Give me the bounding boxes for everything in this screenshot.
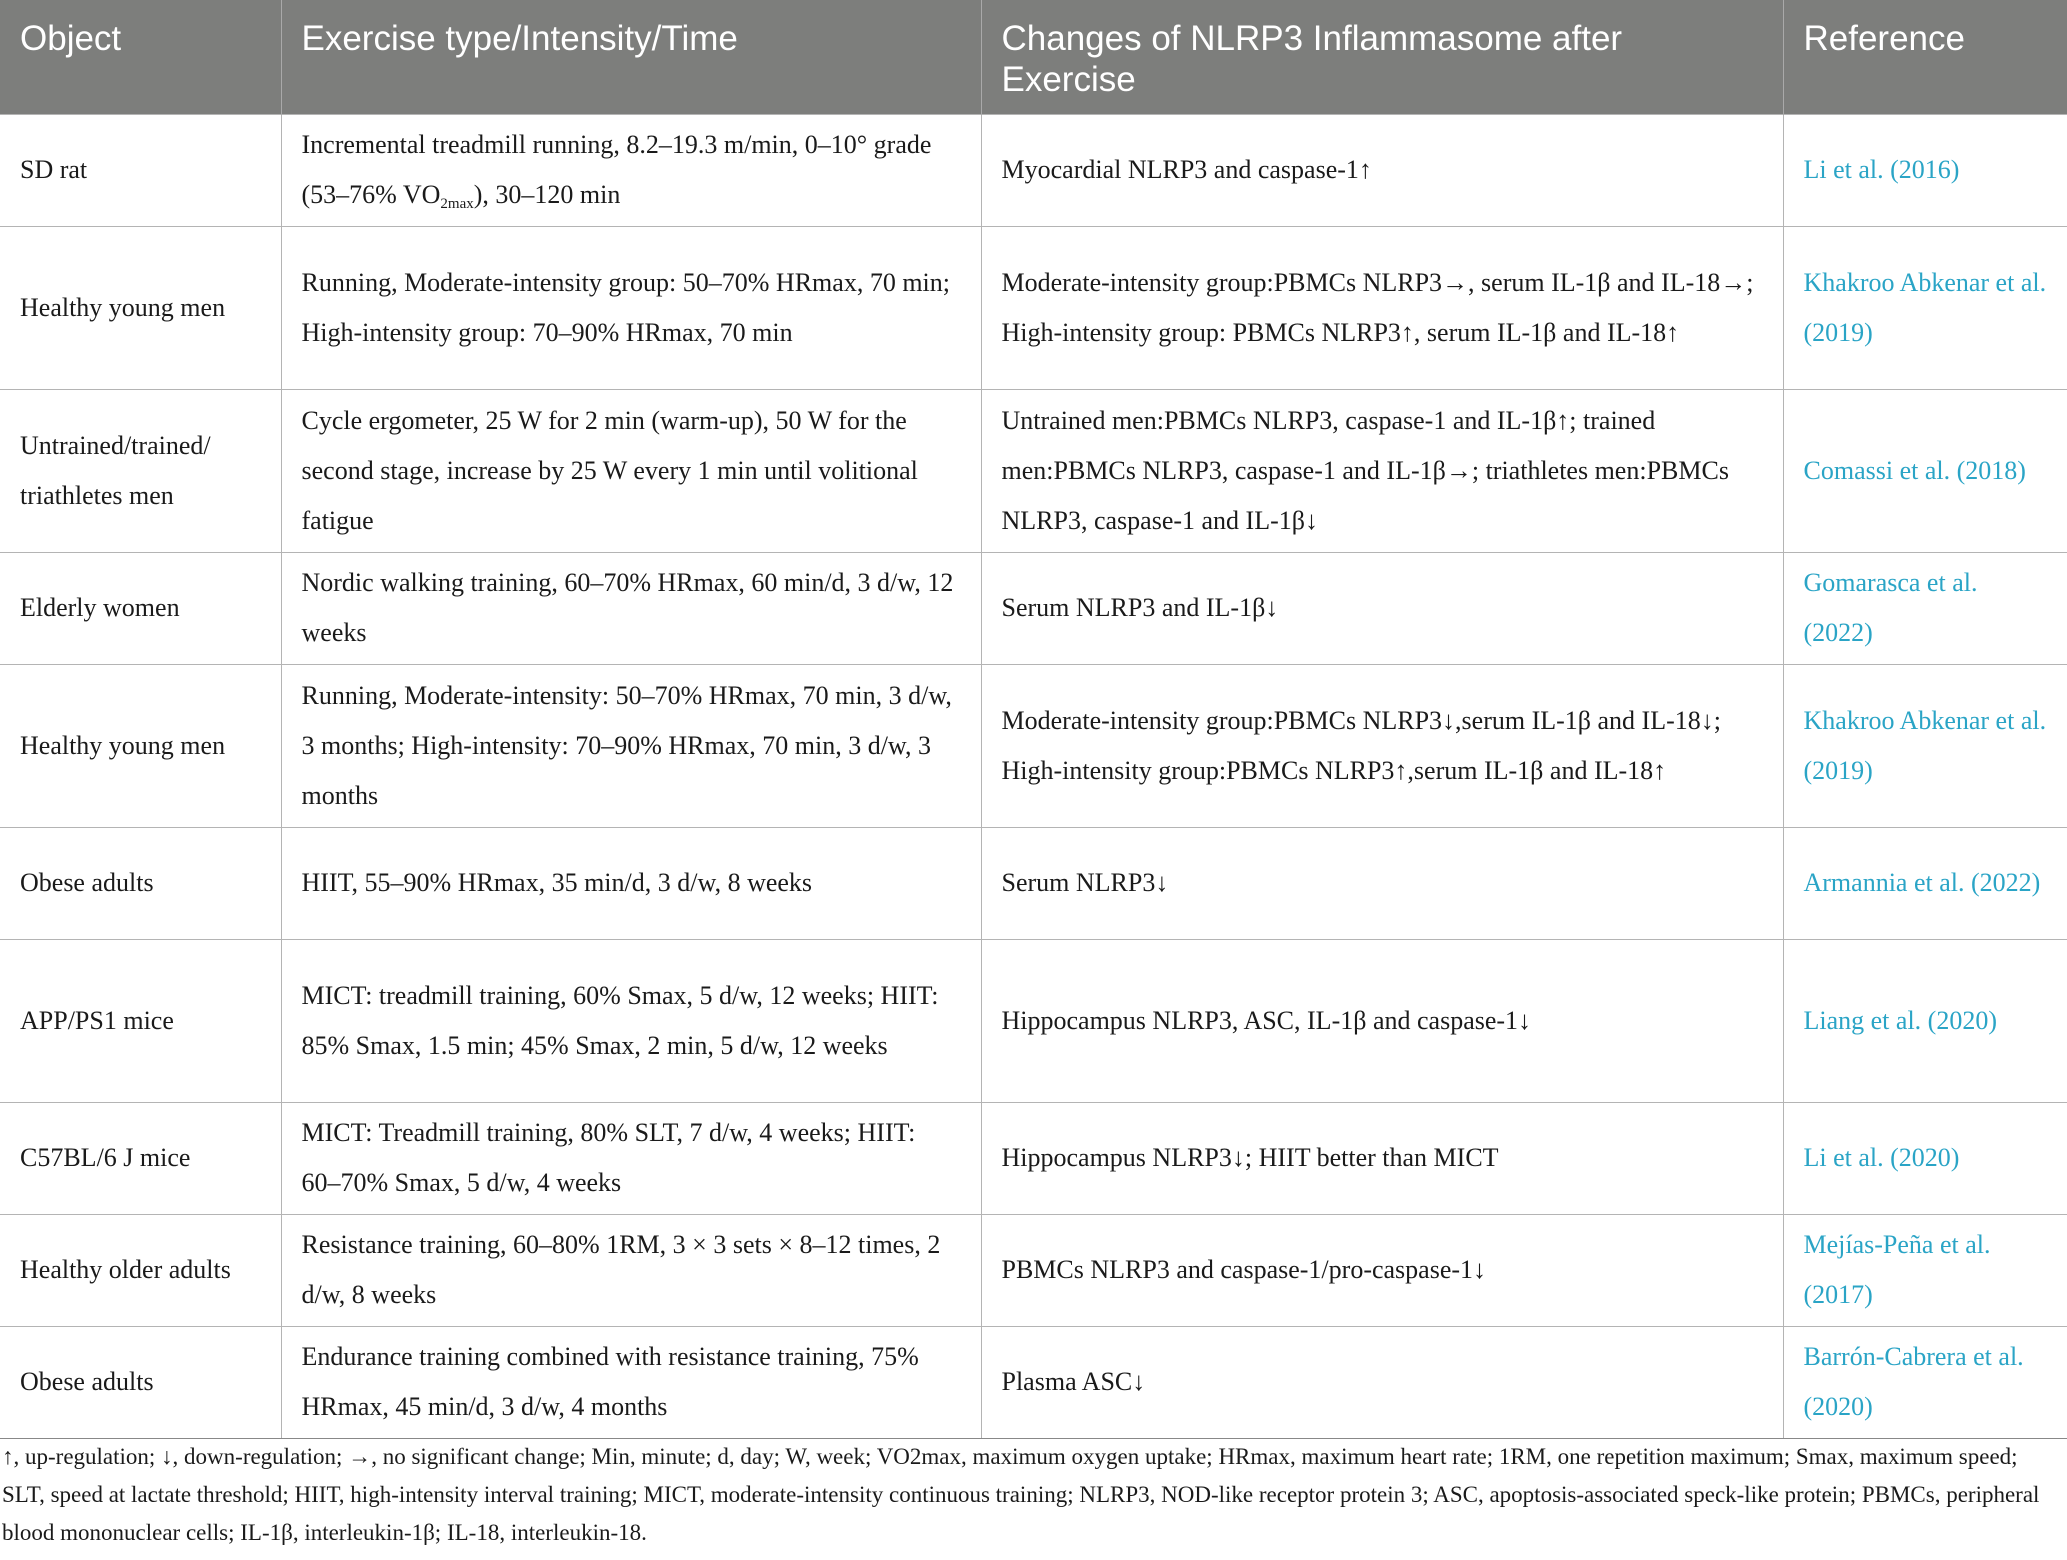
cell-changes: Hippocampus NLRP3, ASC, IL-1β and caspase-1↓ bbox=[981, 939, 1783, 1102]
reference-link[interactable]: Khakroo Abkenar et al. (2019) bbox=[1803, 705, 2047, 785]
cell-object: Obese adults bbox=[0, 827, 281, 939]
table-header-row bbox=[0, 0, 2067, 114]
reference-link[interactable]: Liang et al. (2020) bbox=[1803, 1005, 1997, 1035]
cell-exercise: Endurance training combined with resistance training, 75% HRmax, 45 min/d, 3 d/w, 4 months bbox=[281, 1326, 981, 1438]
reference-link[interactable]: Barrón-Cabrera et al. (2020) bbox=[1803, 1342, 2024, 1421]
cell-changes: Serum NLRP3 and IL-1β↓ bbox=[981, 552, 1783, 664]
cell-reference bbox=[1783, 1214, 2067, 1326]
cell-exercise: MICT: treadmill training, 60% Smax, 5 d/w, 12 weeks; HIIT: 85% Smax, 1.5 min; 45% Smax, 2 min, 5 d/w, 12 weeks bbox=[281, 939, 981, 1102]
cell-object: Obese adults bbox=[0, 1326, 281, 1438]
cell-changes: Serum NLRP3↓ bbox=[981, 827, 1783, 939]
cell-exercise: HIIT, 55–90% HRmax, 35 min/d, 3 d/w, 8 weeks bbox=[281, 827, 981, 939]
cell-changes: Myocardial NLRP3 and caspase-1↑ bbox=[981, 114, 1783, 226]
cell-reference bbox=[1783, 1326, 2067, 1438]
cell-object: C57BL/6 J mice bbox=[0, 1102, 281, 1214]
table-row bbox=[0, 664, 2067, 827]
cell-exercise: Resistance training, 60–80% 1RM, 3 × 3 sets × 8–12 times, 2 d/w, 8 weeks bbox=[281, 1214, 981, 1326]
cell-reference bbox=[1783, 664, 2067, 827]
table-row bbox=[0, 226, 2067, 389]
cell-exercise: Running, Moderate-intensity: 50–70% HRmax, 70 min, 3 d/w, 3 months; High-intensity: 70–90% HRmax, 70 min, 3 d/w, 3 months bbox=[281, 664, 981, 827]
cell-reference bbox=[1783, 114, 2067, 226]
cell-reference bbox=[1783, 552, 2067, 664]
cell-object: Untrained/trained/ triathletes men bbox=[0, 389, 281, 552]
exercise-text-tail: ), 30–120 min bbox=[473, 180, 621, 209]
reference-link[interactable]: Li et al. (2016) bbox=[1803, 155, 1960, 184]
cell-object: Healthy young men bbox=[0, 664, 281, 827]
cell-changes: Moderate-intensity group:PBMCs NLRP3→, serum IL-1β and IL-18→; High-intensity group: PBMCs NLRP3↑, serum IL-1β and IL-18↑ bbox=[981, 226, 1783, 389]
cell-object: Healthy older adults bbox=[0, 1214, 281, 1326]
cell-exercise: Cycle ergometer, 25 W for 2 min (warm-up), 50 W for the second stage, increase by 25 W every 1 min until volitional fatigue bbox=[281, 389, 981, 552]
table-row bbox=[0, 1214, 2067, 1326]
header-reference: Reference bbox=[1783, 0, 2067, 114]
reference-link[interactable]: Gomarasca et al. (2022) bbox=[1803, 568, 1978, 647]
table-row bbox=[0, 552, 2067, 664]
cell-exercise: MICT: Treadmill training, 80% SLT, 7 d/w, 4 weeks; HIIT: 60–70% Smax, 5 d/w, 4 weeks bbox=[281, 1102, 981, 1214]
cell-changes: Moderate-intensity group:PBMCs NLRP3↓,serum IL-1β and IL-18↓; High-intensity group:PBMCs NLRP3↑,serum IL-1β and IL-18↑ bbox=[981, 664, 1783, 827]
vo2max-subscript: 2max bbox=[440, 196, 474, 212]
table-row bbox=[0, 1102, 2067, 1214]
cell-object: APP/PS1 mice bbox=[0, 939, 281, 1102]
reference-link[interactable]: Li et al. (2020) bbox=[1803, 1143, 1960, 1172]
table-footnote: ↑, up-regulation; ↓, down-regulation; →, no significant change; Min, minute; d, day; W, week; VO2max, maximum oxygen uptake; HRmax, maximum heart rate; 1RM, one repetition maximum; Smax, maximum speed; SLT, speed at lactate threshold; HIIT, high-intensity interval training; MICT, moderate-intensity continuous training; NLRP3, NOD-like receptor protein 3; ASC, apoptosis-associated speck-like protein; PBMCs, peripheral blood mononuclear cells; IL-1β, interleukin-1β; IL-18, interleukin-18. bbox=[2, 1444, 2040, 1545]
reference-link[interactable]: Comassi et al. (2018) bbox=[1803, 455, 2026, 485]
cell-reference bbox=[1783, 1102, 2067, 1214]
cell-changes: Hippocampus NLRP3↓; HIIT better than MICT bbox=[981, 1102, 1783, 1214]
cell-reference bbox=[1783, 389, 2067, 552]
cell-exercise: Running, Moderate-intensity group: 50–70% HRmax, 70 min; High-intensity group: 70–90% HRmax, 70 min bbox=[281, 226, 981, 389]
cell-reference bbox=[1783, 827, 2067, 939]
cell-changes: PBMCs NLRP3 and caspase-1/pro-caspase-1↓ bbox=[981, 1214, 1783, 1326]
table-row bbox=[0, 827, 2067, 939]
cell-reference bbox=[1783, 939, 2067, 1102]
table-row bbox=[0, 389, 2067, 552]
cell-object: SD rat bbox=[0, 114, 281, 226]
reference-link[interactable]: Khakroo Abkenar et al. (2019) bbox=[1803, 267, 2047, 347]
exercise-text: Incremental treadmill running, 8.2–19.3 m/min, 0–10° grade (53–76% VO bbox=[301, 130, 932, 209]
cell-object: Healthy young men bbox=[0, 226, 281, 389]
header-object: Object bbox=[0, 0, 281, 114]
table-row bbox=[0, 114, 2067, 226]
table-row bbox=[0, 1326, 2067, 1438]
cell-changes: Plasma ASC↓ bbox=[981, 1326, 1783, 1438]
cell-exercise: Nordic walking training, 60–70% HRmax, 60 min/d, 3 d/w, 12 weeks bbox=[281, 552, 981, 664]
reference-link[interactable]: Armannia et al. (2022) bbox=[1803, 868, 2041, 897]
cell-exercise bbox=[281, 114, 981, 226]
table-row bbox=[0, 939, 2067, 1102]
header-exercise: Exercise type/Intensity/Time bbox=[281, 0, 981, 114]
cell-object: Elderly women bbox=[0, 552, 281, 664]
cell-reference bbox=[1783, 226, 2067, 389]
cell-changes: Untrained men:PBMCs NLRP3, caspase-1 and IL-1β↑; trained men:PBMCs NLRP3, caspase-1 and IL-1β→; triathletes men:PBMCs NLRP3, caspase-1 and IL-1β↓ bbox=[981, 389, 1783, 552]
header-changes: Changes of NLRP3 Inflammasome after Exercise bbox=[981, 0, 1783, 114]
reference-link[interactable]: Mejías-Peña et al. (2017) bbox=[1803, 1230, 1991, 1309]
